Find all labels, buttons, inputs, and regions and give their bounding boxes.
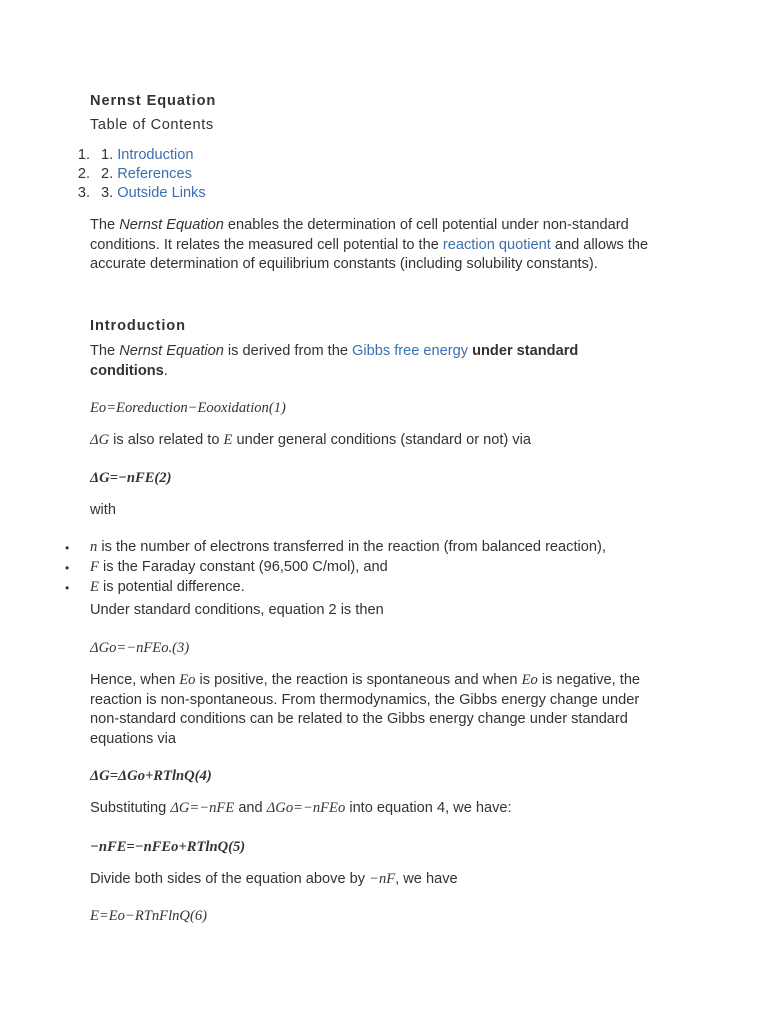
bullet-marker: • bbox=[65, 581, 70, 595]
dg-relation-line: ΔG is also related to E under general conditions (standard or not) via bbox=[90, 432, 531, 448]
toc-marker: 3. bbox=[77, 185, 90, 201]
toc-link-outside-links[interactable]: Outside Links bbox=[117, 185, 206, 201]
intro-paragraph: The Nernst Equation enables the determination of cell potential under non-standard conditions. It relates the measured cell potential to the reaction quotient and allows the accurate determination of equilibrium constants (including solubility constants). bbox=[90, 217, 649, 273]
equation-5: −nFE=−nFEo+RTlnQ(5) bbox=[90, 839, 246, 855]
toc-num: 2. bbox=[101, 166, 114, 182]
emphasis-term: Nernst Equation bbox=[119, 217, 224, 233]
list-item: F is the Faraday constant (96,500 C/mol), and bbox=[90, 559, 388, 575]
toc-num: 1. bbox=[101, 147, 114, 163]
toc-link-references[interactable]: References bbox=[117, 166, 192, 182]
substitution-line: Substituting ΔG=−nFE and ΔGo=−nFEo into equation 4, we have: bbox=[90, 800, 512, 816]
section-heading-introduction: Introduction bbox=[90, 318, 186, 334]
reaction-quotient-link[interactable]: reaction quotient bbox=[442, 236, 551, 253]
bullet-marker: • bbox=[65, 561, 70, 575]
toc-marker: 1. bbox=[77, 147, 90, 163]
equation-4: ΔG=ΔGo+RTlnQ(4) bbox=[90, 768, 212, 784]
divide-line: Divide both sides of the equation above by −nF, we have bbox=[90, 871, 458, 887]
toc-heading: Table of Contents bbox=[90, 117, 214, 133]
equation-6: E=Eo−RTnFlnQ(6) bbox=[90, 908, 207, 924]
emphasis-term: Nernst Equation bbox=[119, 343, 224, 359]
derivation-paragraph: The Nernst Equation is derived from the Gibbs free energy under standard conditions. bbox=[90, 343, 579, 379]
with-text: with bbox=[90, 502, 116, 518]
spontaneity-paragraph: Hence, when Eo is positive, the reaction is spontaneous and when Eo is negative, the reaction is non-spontaneous. From thermodynamics, the Gibbs energy change under non-standard conditions can be related to the Gibbs energy change under standard equations via bbox=[90, 672, 641, 747]
equation-3: ΔGo=−nFEo.(3) bbox=[90, 640, 190, 656]
list-item: E is potential difference. bbox=[90, 579, 245, 595]
equation-1: Eo=Eoreduction−Eooxidation(1) bbox=[90, 400, 286, 416]
equation-2: ΔG=−nFE(2) bbox=[90, 470, 172, 486]
list-item: n is the number of electrons transferred in the reaction (from balanced reaction), bbox=[90, 539, 606, 555]
toc-num: 3. bbox=[101, 185, 114, 201]
gibbs-free-energy-link[interactable]: Gibbs free energy bbox=[352, 343, 469, 359]
standard-conditions-text: Under standard conditions, equation 2 is then bbox=[90, 602, 384, 618]
toc-link-introduction[interactable]: Introduction bbox=[117, 147, 194, 163]
toc-marker: 2. bbox=[77, 166, 90, 182]
page-title: Nernst Equation bbox=[90, 93, 217, 109]
bullet-marker: • bbox=[65, 541, 70, 555]
